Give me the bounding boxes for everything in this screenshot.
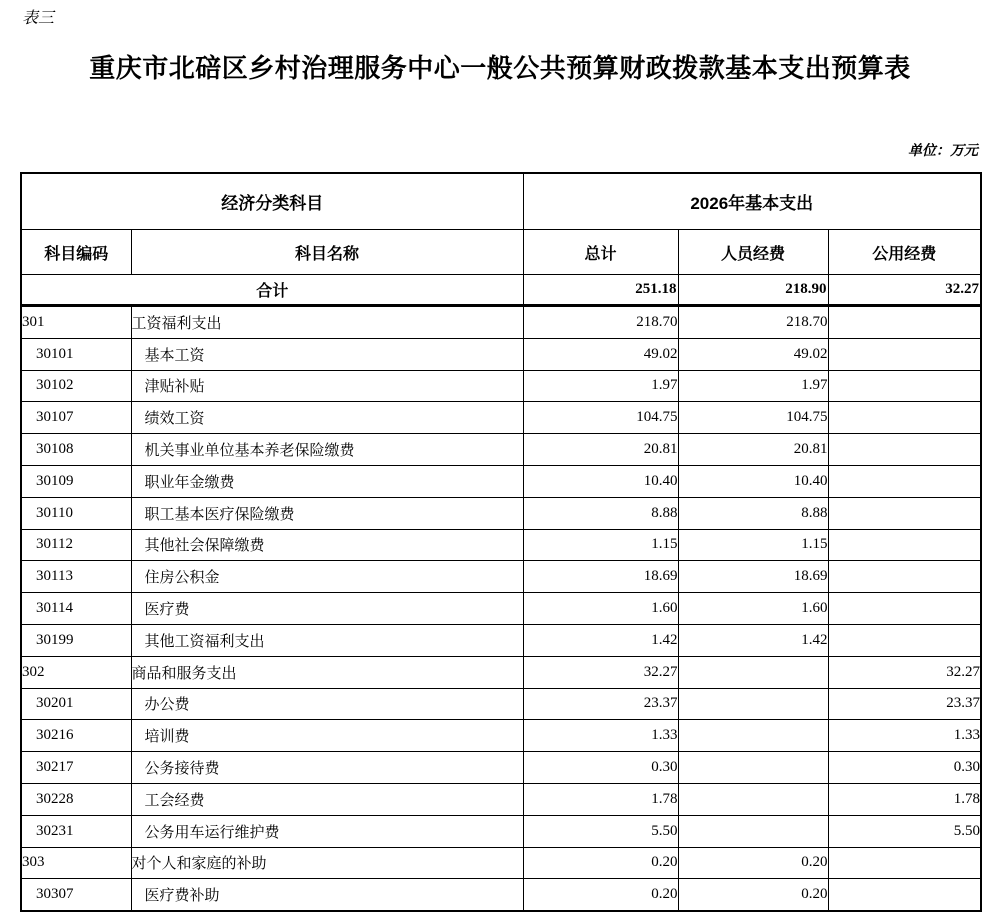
public-cell [828,370,981,402]
total-cell: 0.20 [523,879,678,911]
personnel-cell: 0.20 [678,879,828,911]
subject-code-cell: 30110 [21,497,131,529]
subject-code-cell: 30113 [21,561,131,593]
public-cell [828,497,981,529]
public-cell [828,529,981,561]
table-row [21,434,981,466]
personnel-cell: 1.97 [678,370,828,402]
public-cell [828,879,981,911]
table-row [21,561,981,593]
table-row [21,720,981,752]
grand-total-row [21,275,981,306]
subject-code-cell: 30108 [21,434,131,466]
table-row [21,879,981,911]
personnel-cell: 1.15 [678,529,828,561]
public-cell: 32.27 [828,656,981,688]
subject-name-cell: 对个人和家庭的补助 [131,847,523,879]
personnel-cell: 10.40 [678,465,828,497]
table-row [21,752,981,784]
col-header-public-funds: 公用经费 [828,230,981,275]
personnel-cell: 0.20 [678,847,828,879]
personnel-cell: 1.42 [678,624,828,656]
subject-name-cell: 工会经费 [131,783,523,815]
table-row [21,783,981,815]
subject-name-cell: 公务接待费 [131,752,523,784]
personnel-cell: 18.69 [678,561,828,593]
subject-name-cell: 津贴补贴 [131,370,523,402]
total-cell: 49.02 [523,338,678,370]
table-row [21,465,981,497]
table-row [21,370,981,402]
total-cell: 0.30 [523,752,678,784]
budget-table [20,172,982,912]
subject-code-cell: 30231 [21,815,131,847]
table-row [21,529,981,561]
personnel-cell [678,815,828,847]
total-cell: 10.40 [523,465,678,497]
public-cell [828,465,981,497]
subject-code-cell: 30216 [21,720,131,752]
subject-code-cell: 301 [21,306,131,339]
subject-name-cell: 其他社会保障缴费 [131,529,523,561]
table-row [21,624,981,656]
personnel-cell: 218.70 [678,306,828,339]
subject-name-cell: 医疗费 [131,593,523,625]
total-cell: 1.15 [523,529,678,561]
subject-name-cell: 基本工资 [131,338,523,370]
subject-code-cell: 30307 [21,879,131,911]
personnel-cell [678,783,828,815]
public-cell [828,306,981,339]
grand-total-total-cell: 251.18 [523,275,678,306]
grand-total-public-cell: 32.27 [828,275,981,306]
personnel-cell [678,720,828,752]
total-cell: 1.78 [523,783,678,815]
grand-total-personnel-cell: 218.90 [678,275,828,306]
public-cell [828,434,981,466]
personnel-cell: 49.02 [678,338,828,370]
total-cell: 104.75 [523,402,678,434]
table-row [21,688,981,720]
total-cell: 1.97 [523,370,678,402]
public-cell [828,847,981,879]
personnel-cell: 104.75 [678,402,828,434]
subject-name-cell: 培训费 [131,720,523,752]
total-cell: 8.88 [523,497,678,529]
public-cell: 1.78 [828,783,981,815]
total-cell: 1.42 [523,624,678,656]
unit-note: 单位：万元 [908,144,978,159]
personnel-cell [678,656,828,688]
table-row [21,306,981,339]
total-cell: 23.37 [523,688,678,720]
table-row [21,338,981,370]
table-row [21,402,981,434]
subject-code-cell: 30199 [21,624,131,656]
header-2026-basic-expenditure: 2026年基本支出 [523,173,981,230]
personnel-cell [678,752,828,784]
subject-code-cell: 30228 [21,783,131,815]
subject-code-cell: 30114 [21,593,131,625]
public-cell [828,338,981,370]
subject-name-cell: 机关事业单位基本养老保险缴费 [131,434,523,466]
subject-code-cell: 30101 [21,338,131,370]
header-column-row [21,230,981,275]
subject-name-cell: 办公费 [131,688,523,720]
public-cell [828,624,981,656]
public-cell [828,561,981,593]
grand-total-label: 合计 [21,275,523,306]
subject-code-cell: 30217 [21,752,131,784]
subject-name-cell: 住房公积金 [131,561,523,593]
personnel-cell: 1.60 [678,593,828,625]
header-economic-classification: 经济分类科目 [21,173,523,230]
subject-name-cell: 其他工资福利支出 [131,624,523,656]
col-header-subject-code: 科目编码 [21,230,131,275]
subject-code-cell: 302 [21,656,131,688]
table-row [21,656,981,688]
total-cell: 0.20 [523,847,678,879]
total-cell: 18.69 [523,561,678,593]
table-number-label: 表三 [22,10,55,27]
subject-code-cell: 30109 [21,465,131,497]
total-cell: 5.50 [523,815,678,847]
subject-code-cell: 30112 [21,529,131,561]
col-header-personnel-funds: 人员经费 [678,230,828,275]
total-cell: 218.70 [523,306,678,339]
public-cell: 1.33 [828,720,981,752]
personnel-cell: 8.88 [678,497,828,529]
public-cell [828,402,981,434]
public-cell: 0.30 [828,752,981,784]
subject-name-cell: 商品和服务支出 [131,656,523,688]
subject-name-cell: 职工基本医疗保险缴费 [131,497,523,529]
table-row [21,815,981,847]
subject-code-cell: 30107 [21,402,131,434]
total-cell: 1.33 [523,720,678,752]
public-cell: 23.37 [828,688,981,720]
public-cell: 5.50 [828,815,981,847]
table-row [21,593,981,625]
total-cell: 20.81 [523,434,678,466]
subject-name-cell: 工资福利支出 [131,306,523,339]
total-cell: 32.27 [523,656,678,688]
subject-name-cell: 职业年金缴费 [131,465,523,497]
total-cell: 1.60 [523,593,678,625]
public-cell [828,593,981,625]
col-header-subject-name: 科目名称 [131,230,523,275]
subject-name-cell: 公务用车运行维护费 [131,815,523,847]
page-title: 重庆市北碚区乡村治理服务中心一般公共预算财政拨款基本支出预算表 [89,53,911,83]
subject-code-cell: 303 [21,847,131,879]
table-row [21,847,981,879]
personnel-cell [678,688,828,720]
subject-name-cell: 绩效工资 [131,402,523,434]
table-row [21,497,981,529]
col-header-total: 总计 [523,230,678,275]
subject-code-cell: 30102 [21,370,131,402]
header-group-row [21,173,981,230]
personnel-cell: 20.81 [678,434,828,466]
subject-name-cell: 医疗费补助 [131,879,523,911]
subject-code-cell: 30201 [21,688,131,720]
